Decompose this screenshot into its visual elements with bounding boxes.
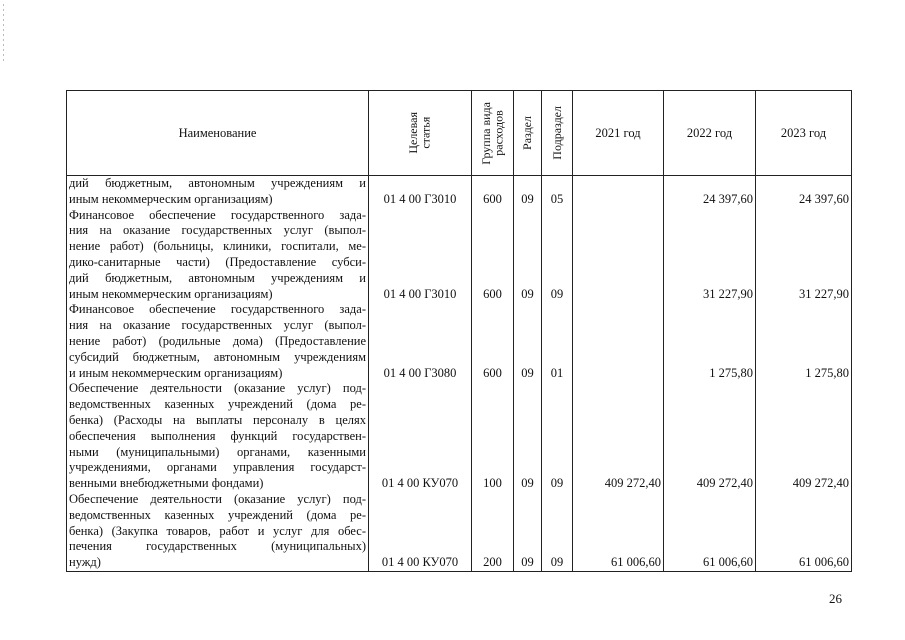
scan-edge-mark bbox=[3, 4, 4, 64]
cell-expense-group: 600 bbox=[472, 302, 514, 381]
cell-amount-2021 bbox=[573, 302, 664, 381]
cell-amount-2023: 24 397,60 bbox=[756, 176, 852, 208]
cell-amount-2023: 31 227,90 bbox=[756, 208, 852, 303]
cell-target-item: 01 4 00 Г3010 bbox=[369, 208, 472, 303]
header-year-2021: 2021 год bbox=[573, 91, 664, 176]
page-number: 26 bbox=[829, 591, 842, 606]
cell-subsection: 05 bbox=[542, 176, 573, 208]
cell-amount-2021 bbox=[573, 176, 664, 208]
table-row bbox=[67, 381, 852, 492]
cell-name bbox=[67, 302, 369, 381]
cell-amount-2023: 61 006,60 bbox=[756, 492, 852, 571]
cell-name-line: Обеспечение деятельности (оказание услуг) под- bbox=[69, 381, 366, 396]
cell-name-line: иным некоммерческим организациям) bbox=[69, 191, 273, 206]
cell-expense-group: 600 bbox=[472, 208, 514, 303]
cell-name-line: дий бюджетным, автономным учреждениям и bbox=[69, 176, 366, 190]
cell-subsection: 01 bbox=[542, 302, 573, 381]
cell-name-line: бенка) (Закупка товаров, работ и услуг для обес- bbox=[69, 523, 366, 538]
cell-section: 09 bbox=[514, 208, 542, 303]
budget-table bbox=[66, 90, 852, 572]
header-target-item-line-1: Целевая bbox=[406, 112, 421, 154]
cell-name-line: дико-санитарные части) (Предоставление субси- bbox=[69, 254, 366, 269]
cell-amount-2022: 24 397,60 bbox=[664, 176, 756, 208]
cell-name-line: ния на оказание государственных услуг (выпол- bbox=[69, 223, 366, 238]
cell-target-item: 01 4 00 КУ070 bbox=[369, 492, 472, 571]
header-section-label: Раздел bbox=[520, 116, 535, 150]
cell-amount-2021 bbox=[573, 208, 664, 303]
header-name: Наименование bbox=[67, 91, 369, 176]
cell-amount-2022: 31 227,90 bbox=[664, 208, 756, 303]
cell-name-line: Обеспечение деятельности (оказание услуг) под- bbox=[69, 491, 366, 506]
cell-name-line: дий бюджетным, автономным учреждениям и bbox=[69, 270, 366, 285]
header-row bbox=[67, 91, 852, 176]
header-target-item-line-2: статья bbox=[419, 117, 433, 149]
cell-amount-2022: 61 006,60 bbox=[664, 492, 756, 571]
cell-expense-group: 200 bbox=[472, 492, 514, 571]
cell-section: 09 bbox=[514, 492, 542, 571]
header-subsection bbox=[542, 91, 573, 176]
header-section bbox=[514, 91, 542, 176]
cell-name-line: субсидий бюджетным, автономным учреждениям bbox=[69, 349, 366, 364]
cell-name-line: бенка) (Расходы на выплаты персоналу в целях bbox=[69, 412, 366, 427]
cell-name-line: ведомственных казенных учреждений (дома ре- bbox=[69, 507, 366, 522]
cell-name bbox=[67, 208, 369, 303]
cell-section: 09 bbox=[514, 381, 542, 492]
header-expense-group-line-1: Группа вида bbox=[478, 101, 493, 165]
cell-target-item: 01 4 00 Г3010 bbox=[369, 176, 472, 208]
cell-name-line: ведомственных казенных учреждений (дома ре- bbox=[69, 397, 366, 412]
cell-name-line: иным некоммерческим организациям) bbox=[69, 286, 273, 301]
cell-name-line: печения государственных (муниципальных) bbox=[69, 539, 366, 554]
cell-expense-group: 600 bbox=[472, 176, 514, 208]
cell-name-line: и иным некоммерческим организациям) bbox=[69, 365, 283, 380]
cell-section: 09 bbox=[514, 176, 542, 208]
table-row bbox=[67, 176, 852, 208]
cell-name-line: учреждениями, органами управления государст- bbox=[69, 460, 366, 475]
header-subsection-label: Подраздел bbox=[549, 106, 564, 160]
cell-name bbox=[67, 492, 369, 571]
cell-name bbox=[67, 381, 369, 492]
table-row bbox=[67, 208, 852, 303]
cell-name-line: нение работ) (больницы, клиники, госпитали, ме- bbox=[69, 239, 366, 254]
cell-section: 09 bbox=[514, 302, 542, 381]
cell-amount-2022: 1 275,80 bbox=[664, 302, 756, 381]
cell-name-line: ния на оказание государственных услуг (выпол- bbox=[69, 318, 366, 333]
table-row bbox=[67, 492, 852, 571]
header-expense-group-line-2: расходов bbox=[491, 110, 506, 156]
header-expense-group bbox=[472, 91, 514, 176]
cell-name-line: обеспечения выполнения функций государствен- bbox=[69, 428, 366, 443]
cell-name-line: Финансовое обеспечение государственного зада- bbox=[69, 302, 366, 317]
cell-amount-2022: 409 272,40 bbox=[664, 381, 756, 492]
header-target-item bbox=[369, 91, 472, 176]
cell-name-line: нение работ) (родильные дома) (Предоставление bbox=[69, 333, 366, 348]
cell-subsection: 09 bbox=[542, 208, 573, 303]
cell-name-line: Финансовое обеспечение государственного зада- bbox=[69, 207, 366, 222]
cell-amount-2023: 409 272,40 bbox=[756, 381, 852, 492]
cell-subsection: 09 bbox=[542, 381, 573, 492]
cell-target-item: 01 4 00 Г3080 bbox=[369, 302, 472, 381]
header-year-2022: 2022 год bbox=[664, 91, 756, 176]
cell-expense-group: 100 bbox=[472, 381, 514, 492]
cell-name-line: венными внебюджетными фондами) bbox=[69, 476, 264, 491]
cell-target-item: 01 4 00 КУ070 bbox=[369, 381, 472, 492]
cell-name-line: нужд) bbox=[69, 555, 101, 570]
cell-name bbox=[67, 176, 369, 208]
cell-name-line: ными (муниципальными) органами, казенными bbox=[69, 444, 366, 459]
table-row bbox=[67, 302, 852, 381]
cell-amount-2021: 61 006,60 bbox=[573, 492, 664, 571]
header-year-2023: 2023 год bbox=[756, 91, 852, 176]
cell-amount-2021: 409 272,40 bbox=[573, 381, 664, 492]
cell-subsection: 09 bbox=[542, 492, 573, 571]
cell-amount-2023: 1 275,80 bbox=[756, 302, 852, 381]
